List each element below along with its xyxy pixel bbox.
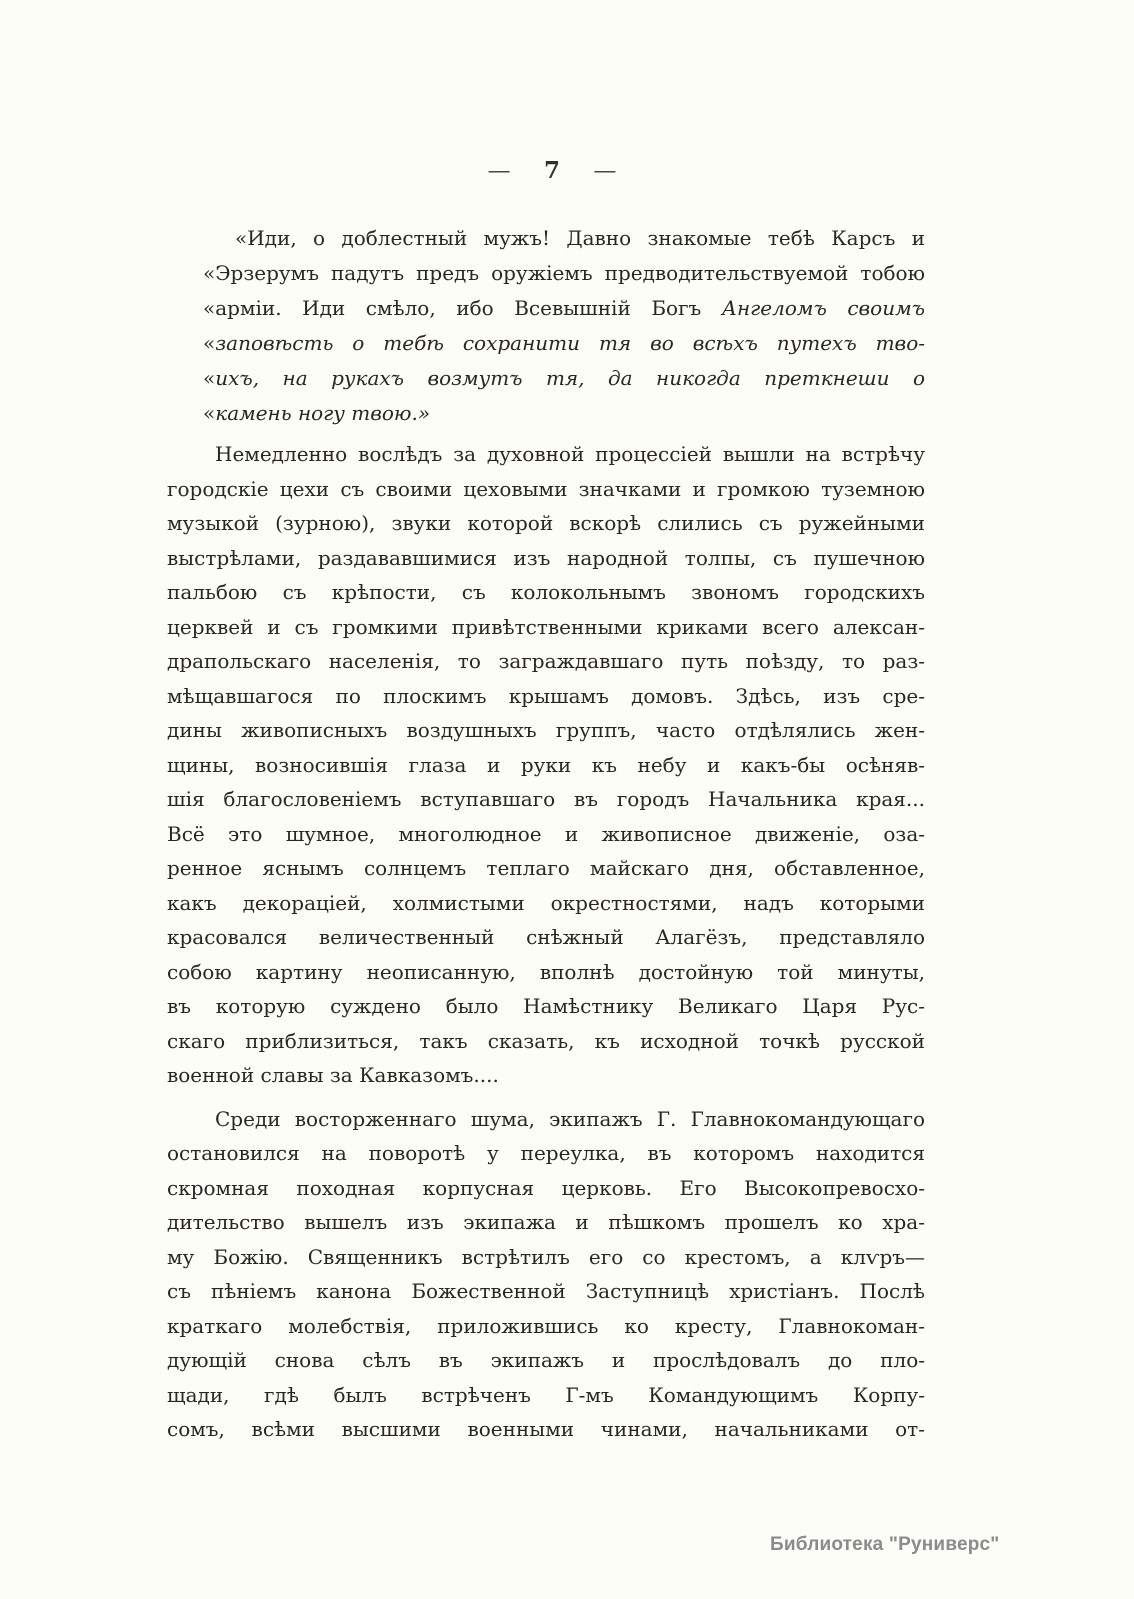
text-line: остановился на поворотѣ у переулка, въ которомъ находится: [167, 1141, 925, 1165]
text-block: [167, 157, 925, 1447]
quote-line-text: «: [203, 331, 216, 355]
text-line: Среди восторженнаго шума, экипажъ Г. Главнокомандующаго: [215, 1106, 925, 1131]
quote-line: [203, 256, 925, 291]
text-line: дины живописныхъ воздушныхъ группъ, часто отдѣлялись жен-: [167, 718, 925, 742]
quote-line: [203, 396, 925, 431]
text-line: красовался величественный снѣжный Алагёзъ, представляло: [167, 925, 925, 949]
text-line: выстрѣлами, раздававшимися изъ народной толпы, съ пушечною: [167, 545, 925, 570]
text-line: дительство вышелъ изъ экипажа и пѣшкомъ прошелъ ко хра-: [167, 1210, 925, 1234]
quote-line-italic: камень ногу твою.»: [215, 401, 431, 425]
text-line: какъ декораціей, холмистыми окрестностями, надъ которыми: [167, 890, 925, 915]
text-line: краткаго молебствія, приложившись ко кресту, Главнокоман-: [167, 1313, 925, 1338]
text-line: церквей и съ громкими привѣтственными криками всего алексан-: [167, 614, 925, 639]
text-line: военной славы за Кавказомъ....: [167, 1063, 499, 1087]
quote-line-text: «: [203, 366, 216, 390]
quote-line: [203, 291, 925, 326]
text-line: городскіе цехи съ своими цеховыми значками и громкою туземною: [167, 476, 925, 501]
text-line: ренное яснымъ солнцемъ теплаго майскаго дня, обставленное,: [167, 856, 925, 880]
text-line: пальбою съ крѣпости, съ колокольнымъ звономъ городскихъ: [167, 580, 925, 604]
page-number: [167, 157, 925, 185]
page-number-value: 7: [543, 157, 560, 184]
text-line: драпольскаго населенія, то заграждавшаго путь поѣзду, то раз-: [167, 649, 925, 673]
quote-line-italic: ихъ, на рукахъ возмутъ тя, да никогда преткнеши о: [215, 366, 925, 390]
text-line: Немедленно вослѣдъ за духовной процессіей вышли на встрѣчу: [215, 442, 925, 466]
text-line: скаго приблизиться, такъ сказать, къ исходной точкѣ русской: [167, 1028, 925, 1053]
text-line: съ пѣніемъ канона Божественной Заступницѣ христіанъ. Послѣ: [167, 1279, 925, 1303]
body-paragraph-1: [167, 437, 925, 1093]
quote-line-italic: Ангеломъ своимъ: [721, 296, 925, 320]
text-line: собою картину неописанную, вполнѣ достойную той минуты,: [167, 959, 925, 984]
page-number-dash-left: —: [487, 158, 511, 184]
text-line: дующій снова сѣлъ въ экипажъ и прослѣдовалъ до пло-: [167, 1348, 925, 1372]
quotation-paragraph: [203, 221, 925, 431]
text-line: въ которую суждено было Намѣстнику Великаго Царя Рус-: [167, 994, 925, 1018]
library-watermark: Библиотека "Руниверс": [770, 1534, 1000, 1555]
quote-line: [203, 326, 925, 361]
text-line: музыкой (зурною), звуки которой вскорѣ слились съ ружейными: [167, 511, 925, 535]
body-paragraph-2: [167, 1102, 925, 1447]
quote-line-text: «Иди, о доблестный мужъ! Давно знакомые тебѣ Карсъ и: [235, 226, 925, 250]
quote-line-text: «Эрзерумъ падутъ предъ оружіемъ предводительствуемой тобою: [203, 261, 925, 285]
text-line: мѣщавшагося по плоскимъ крышамъ домовъ. Здѣсь, изъ сре-: [167, 683, 925, 708]
text-line: сомъ, всѣми высшими военными чинами, начальниками от-: [167, 1417, 925, 1441]
quote-line: [203, 361, 925, 396]
text-line: щины, возносившія глаза и руки къ небу и какъ-бы осѣняв-: [167, 752, 925, 777]
quote-line-italic: заповѣсть о тебѣ сохранити тя во всѣхъ путехъ тво-: [215, 331, 925, 355]
quote-line: [203, 221, 925, 256]
text-line: щади, гдѣ былъ встрѣченъ Г-мъ Командующимъ Корпу-: [167, 1382, 925, 1407]
quote-line-text: «: [203, 401, 216, 425]
text-line: му Божію. Священникъ встрѣтилъ его со крестомъ, а клѵръ—: [167, 1244, 925, 1269]
page-number-dash-right: —: [593, 158, 617, 184]
text-line: скромная походная корпусная церковь. Его Высокопревосхо-: [167, 1175, 925, 1200]
quote-line-text: «арміи. Иди смѣло, ибо Всевышній Богъ: [203, 296, 722, 320]
text-line: шія благословеніемъ вступавшаго въ городъ Начальника края...: [167, 787, 925, 811]
text-line: Всё это шумное, многолюдное и живописное движеніе, оза-: [167, 821, 925, 846]
